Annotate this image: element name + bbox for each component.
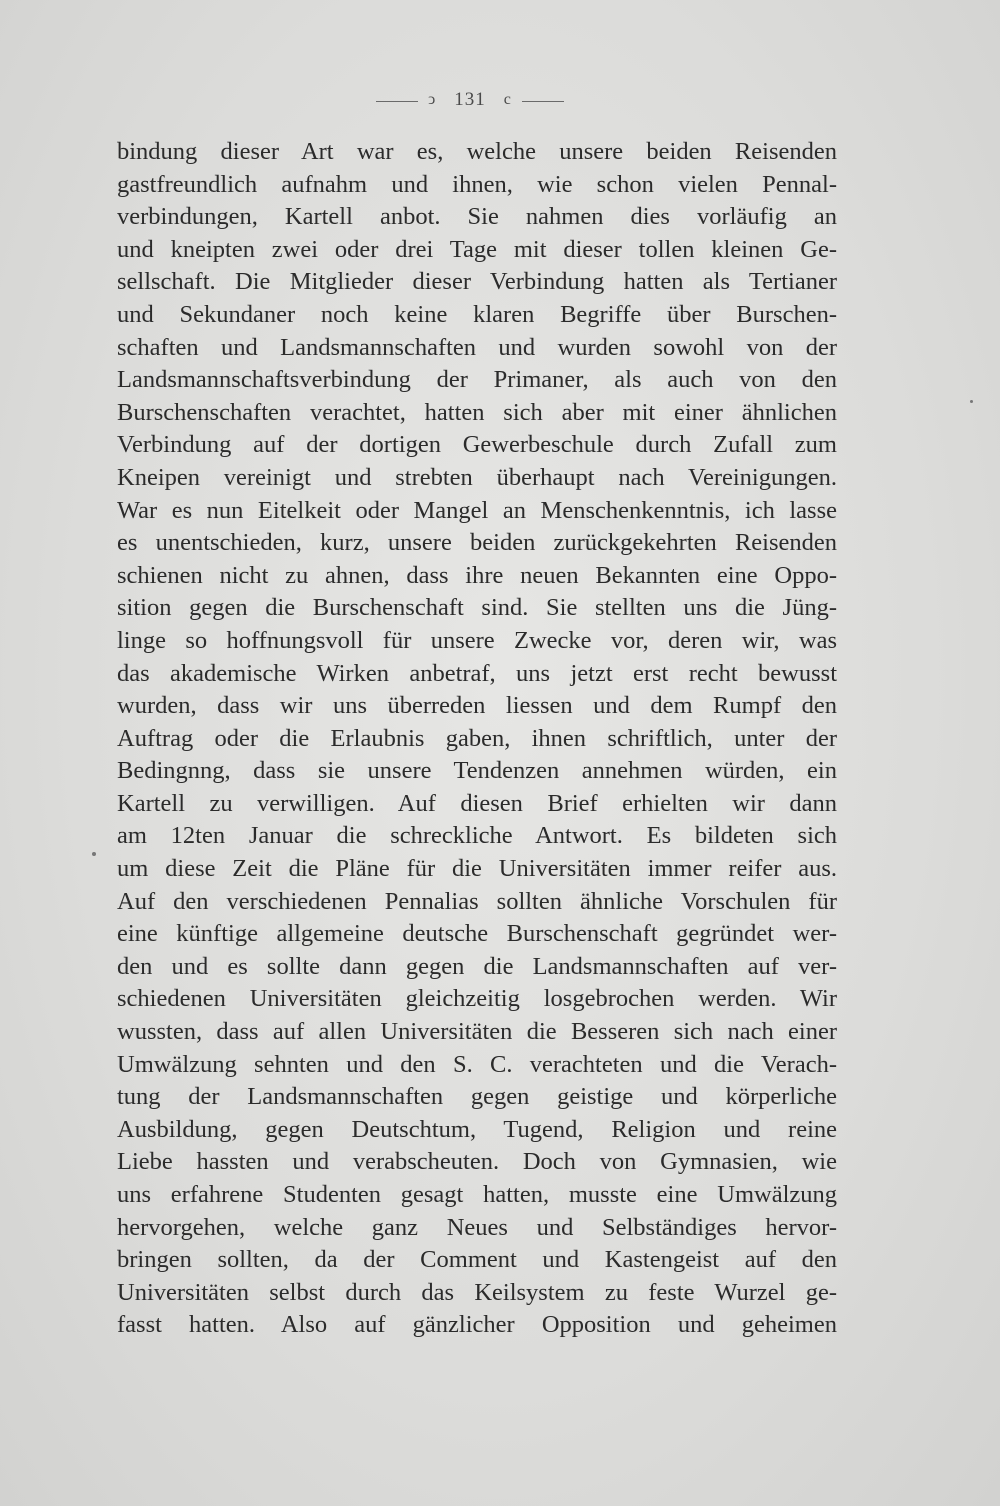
text-line: Kneipen vereinigt und strebten überhaupt nach Vereinigungen. xyxy=(117,463,837,491)
text-line: schienen nicht zu ahnen, dass ihre neuen Bekannten eine Oppo- xyxy=(117,561,837,589)
text-line: wussten, dass auf allen Universitäten die Besseren sich nach einer xyxy=(117,1018,837,1046)
text-line: um diese Zeit die Pläne für die Universitäten immer reifer aus. xyxy=(117,855,837,883)
text-line: eine künftige allgemeine deutsche Burschenschaft gegründet wer- xyxy=(117,920,837,948)
page-number: 131 xyxy=(454,89,486,110)
text-line: schiedenen Universitäten gleichzeitig losgebrochen werden. Wir xyxy=(117,985,837,1013)
text-line: am 12ten Januar die schreckliche Antwort. Es bildeten sich xyxy=(117,822,837,850)
margin-speck xyxy=(970,400,973,403)
text-line: gastfreundlich aufnahm und ihnen, wie schon vielen Pennal- xyxy=(117,170,837,198)
header-rule-right xyxy=(522,101,564,102)
body-text xyxy=(117,136,837,1342)
text-line: schaften und Landsmannschaften und wurden sowohl von der xyxy=(117,333,837,361)
text-line: bindung dieser Art war es, welche unsere beiden Reisenden xyxy=(117,138,837,165)
text-line: das akademische Wirken anbetraf, uns jetzt erst recht bewusst xyxy=(117,659,837,687)
text-line: War es nun Eitelkeit oder Mangel an Menschenkenntnis, ich lasse xyxy=(117,496,837,524)
text-line: Umwälzung sehnten und den S. C. verachteten und die Verach- xyxy=(117,1050,837,1078)
text-line: hervorgehen, welche ganz Neues und Selbständiges hervor- xyxy=(117,1213,837,1241)
text-line: Verbindung auf der dortigen Gewerbeschule durch Zufall zum xyxy=(117,431,837,459)
text-line: sition gegen die Burschenschaft sind. Sie stellten uns die Jüng- xyxy=(117,594,837,622)
text-line: Auf den verschiedenen Pennalias sollten ähnliche Vorschulen für xyxy=(117,887,837,915)
text-line: Ausbildung, gegen Deutschtum, Tugend, Religion und reine xyxy=(117,1115,837,1143)
text-line: tung der Landsmannschaften gegen geistige und körperliche xyxy=(117,1083,837,1111)
text-line: verbindungen, Kartell anbot. Sie nahmen dies vorläufig an xyxy=(117,203,837,231)
text-line: Landsmannschaftsverbindung der Primaner, als auch von den xyxy=(117,366,837,394)
header-rule-left xyxy=(376,101,418,102)
text-line: Liebe hassten und verabscheuten. Doch von Gymnasien, wie xyxy=(117,1148,837,1176)
text-line: den und es sollte dann gegen die Landsmannschaften auf ver- xyxy=(117,952,837,980)
text-line: bringen sollten, da der Comment und Kastengeist auf den xyxy=(117,1246,837,1274)
header-ornament-left: ↄ xyxy=(428,91,437,108)
text-line: es unentschieden, kurz, unsere beiden zurückgekehrten Reisenden xyxy=(117,529,837,557)
text-line: uns erfahrene Studenten gesagt hatten, musste eine Umwälzung xyxy=(117,1181,837,1208)
page-header xyxy=(370,86,570,114)
text-line: Auftrag oder die Erlaubnis gaben, ihnen schriftlich, unter der xyxy=(117,724,837,752)
text-line: sellschaft. Die Mitglieder dieser Verbindung hatten als Tertianer xyxy=(117,268,837,296)
text-line: fasst hatten. Also auf gänzlicher Opposition und geheimen xyxy=(117,1311,837,1339)
text-line: und kneipten zwei oder drei Tage mit dieser tollen kleinen Ge- xyxy=(117,235,837,263)
text-line: Kartell zu verwilligen. Auf diesen Brief erhielten wir dann xyxy=(117,789,837,817)
text-line: linge so hoffnungsvoll für unsere Zwecke vor, deren wir, was xyxy=(117,626,837,654)
text-line: wurden, dass wir uns überreden liessen und dem Rumpf den xyxy=(117,692,837,720)
text-line: Bedingnng, dass sie unsere Tendenzen annehmen würden, ein xyxy=(117,757,837,785)
text-line: und Sekundaner noch keine klaren Begriffe über Burschen- xyxy=(117,300,837,328)
text-line: Universitäten selbst durch das Keilsystem zu feste Wurzel ge- xyxy=(117,1278,837,1306)
header-ornament-right: c xyxy=(503,91,512,108)
text-line: Burschenschaften verachtet, hatten sich aber mit einer ähnlichen xyxy=(117,398,837,426)
margin-speck xyxy=(92,852,96,856)
